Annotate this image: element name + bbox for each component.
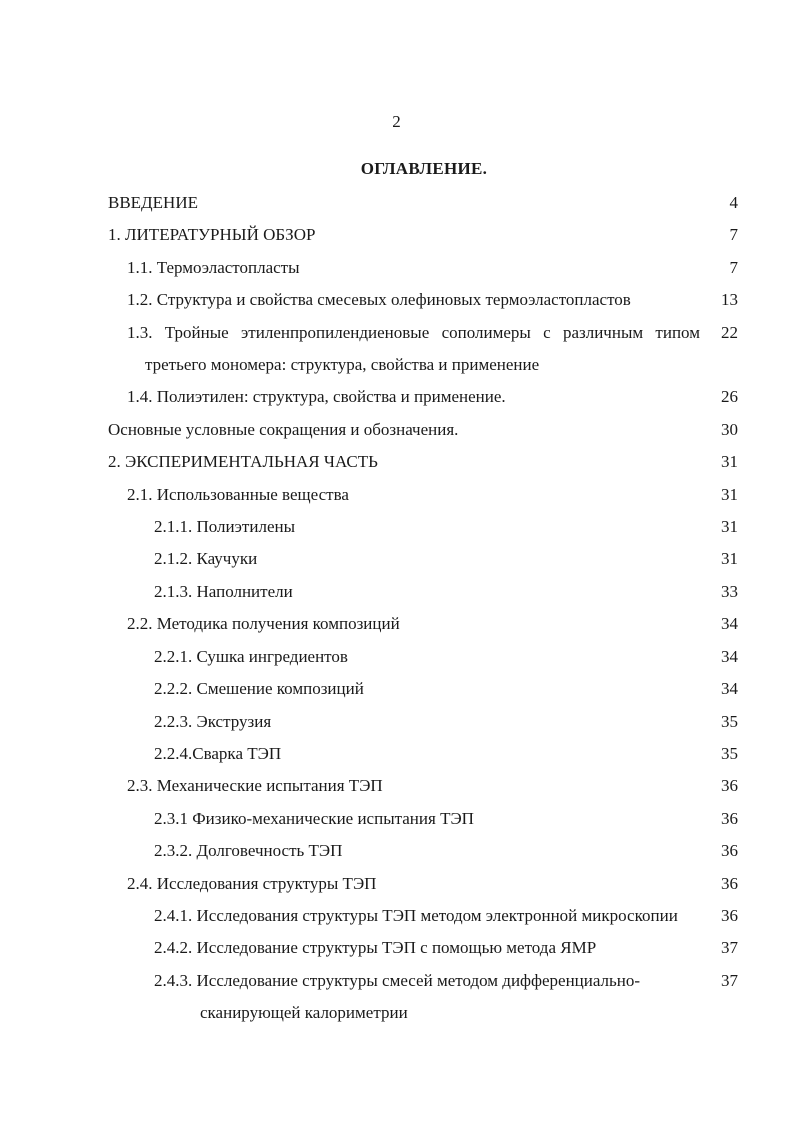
toc-entry-1-2[interactable] [108,284,738,316]
toc-entry-2-3-1[interactable] [108,803,738,835]
toc-entry-page: 36 [721,841,738,861]
page-number: 2 [392,112,401,131]
table-of-contents [108,187,738,1030]
toc-entry-page: 36 [721,905,738,925]
toc-entry-2-4-1[interactable] [108,900,738,932]
toc-entry-2-4-3[interactable] [108,965,738,1030]
toc-entry-2[interactable] [108,446,738,478]
toc-entry-text: 2.2. Методика получения композиций [127,614,400,634]
toc-entry-text: 2.1.2. Каучуки [154,549,258,569]
toc-entry-page: 35 [721,743,738,763]
toc-title: ОГЛАВЛЕНИЕ. [360,159,488,178]
toc-entry-page: 13 [721,290,738,310]
toc-entry-2-2-4[interactable] [108,738,738,770]
toc-entry-page: 35 [721,711,738,731]
toc-entry-page: 26 [721,387,738,407]
toc-entry-2-4[interactable] [108,868,738,900]
toc-entry-page: 33 [721,581,738,601]
toc-entry-2-2-1[interactable] [108,641,738,673]
toc-entry-page: 31 [721,484,738,504]
toc-entry-page: 31 [721,452,738,472]
toc-entry-text: 2.2.2. Смешение композиций [154,679,364,699]
toc-entry-text: 1.2. Структура и свойства смесевых олефиновых термоэластопластов [127,290,631,310]
toc-entry-page: 36 [721,776,738,796]
toc-entry-text: 2.4.1. Исследования структуры ТЭП методом электронной микроскопии [154,905,678,925]
toc-entry-page: 31 [721,517,738,537]
toc-entry-page: 37 [721,970,738,990]
toc-entry-page: 34 [721,614,738,634]
toc-entry-2-1-2[interactable] [108,543,738,575]
toc-entry-text: 2.4.3. Исследование структуры смесей методом дифференциально-сканирующей калориметрии [154,970,641,1023]
toc-entry-2-3-2[interactable] [108,835,738,867]
toc-entry-2-3[interactable] [108,770,738,802]
toc-entry-text: 2.4.2. Исследование структуры ТЭП с помощью метода ЯМР [154,938,597,958]
toc-entry-text: 2. ЭКСПЕРИМЕНТАЛЬНАЯ ЧАСТЬ [108,452,378,472]
toc-entry-text: 1.4. Полиэтилен: структура, свойства и применение. [127,387,506,407]
toc-entry-page: 34 [721,646,738,666]
toc-entry-text: 2.3.1 Физико-механические испытания ТЭП [154,808,474,828]
toc-entry-page: 7 [729,257,738,277]
toc-entry-1-1[interactable] [108,252,738,284]
toc-entry-1-4[interactable] [108,381,738,413]
toc-entry-page: 36 [721,808,738,828]
toc-entry-page: 31 [721,549,738,569]
toc-entry-page: 37 [721,938,738,958]
toc-entry-text: 2.3. Механические испытания ТЭП [127,776,383,796]
toc-entry-text: 1.3. Тройные этиленпропилендиеновые сополимеры с различным типом третьего мономера: структура, свойства и применение [127,322,700,375]
toc-entry-text: Основные условные сокращения и обозначения. [108,419,459,439]
toc-entry-page: 22 [721,322,738,342]
toc-entry-text: 2.4. Исследования структуры ТЭП [127,873,377,893]
toc-entry-2-2-2[interactable] [108,673,738,705]
toc-entry-text: 2.2.4.Сварка ТЭП [154,743,282,763]
toc-entry-2-4-2[interactable] [108,932,738,964]
toc-entry-page: 36 [721,873,738,893]
toc-entry-text: ВВЕДЕНИЕ [108,193,198,212]
toc-entry-1-3[interactable] [108,317,738,382]
toc-entry-introduction[interactable] [108,187,738,219]
toc-entry-text: 2.1. Использованные вещества [127,484,349,504]
toc-entry-abbreviations[interactable] [108,414,738,446]
toc-entry-2-1[interactable] [108,479,738,511]
toc-entry-text: 1.1. Термоэластопласты [127,257,300,277]
toc-entry-2-2[interactable] [108,608,738,640]
toc-entry-1[interactable] [108,219,738,251]
toc-entry-2-1-1[interactable] [108,511,738,543]
toc-entry-page: 4 [729,193,738,212]
toc-entry-text: 1. ЛИТЕРАТУРНЫЙ ОБЗОР [108,225,316,245]
toc-entry-text: 2.1.1. Полиэтилены [154,517,296,537]
toc-entry-2-2-3[interactable] [108,706,738,738]
toc-entry-text: 2.3.2. Долговечность ТЭП [154,841,343,861]
toc-entry-text: 2.1.3. Наполнители [154,581,293,601]
toc-entry-page: 7 [729,225,738,245]
toc-entry-text: 2.2.3. Экструзия [154,711,272,731]
toc-entry-page: 30 [721,419,738,439]
toc-entry-page: 34 [721,679,738,699]
toc-entry-text: 2.2.1. Сушка ингредиентов [154,646,348,666]
toc-entry-2-1-3[interactable] [108,576,738,608]
